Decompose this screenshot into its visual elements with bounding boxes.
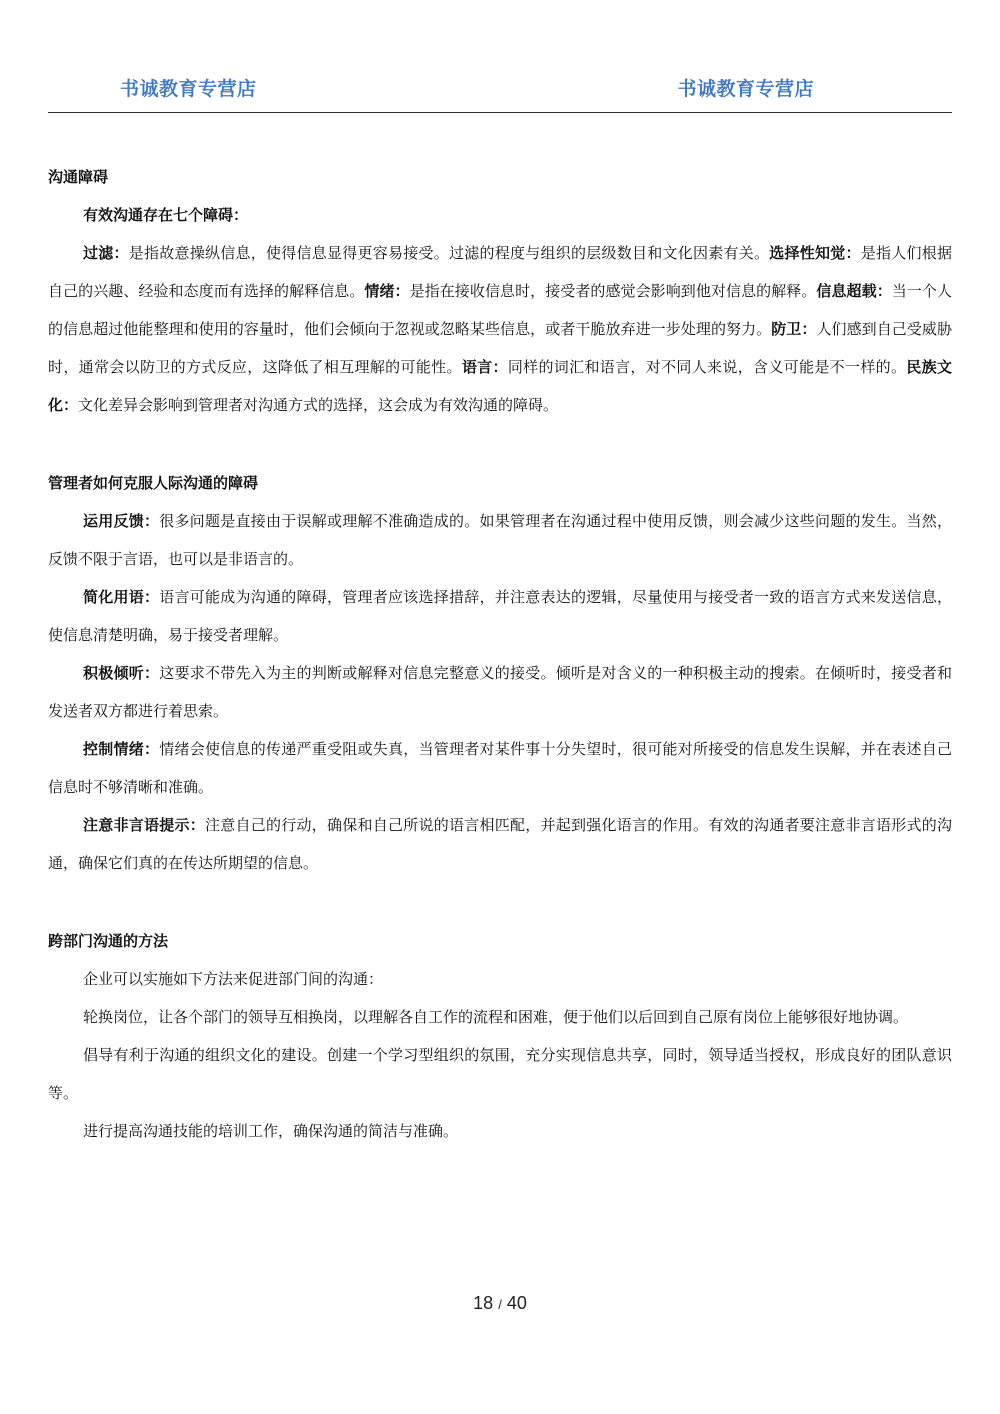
term-language: 语言： — [461, 358, 508, 376]
term-selective-perception: 选择性知觉： — [769, 244, 861, 262]
current-page: 18 — [473, 1293, 494, 1313]
header-left-title: 书诚教育专营店 — [120, 78, 257, 100]
overcoming-item-emotions — [48, 730, 952, 806]
cross-dept-paragraph-culture: 倡导有利于沟通的组织文化的建设。创建一个学习型组织的氛围，充分实现信息共享，同时，领导适当授权，形成良好的团队意识等。 — [48, 1046, 952, 1102]
desc-national-culture: 文化差异会影响到管理者对沟通方式的选择，这会成为有效沟通的障碍。 — [78, 396, 559, 414]
overcoming-item-simplify — [48, 578, 952, 654]
term-control-emotions: 控制情绪： — [83, 740, 160, 758]
desc-emotion: 是指在接收信息时，接受者的感觉会影响到他对信息的解释。 — [409, 282, 817, 300]
section-heading-cross-department: 跨部门沟通的方法 — [48, 932, 169, 950]
section-subheading-seven-barriers: 有效沟通存在七个障碍： — [83, 206, 249, 224]
desc-feedback: 很多问题是直接由于误解或理解不准确造成的。如果管理者在沟通过程中使用反馈，则会减少这些问题的发生。当然，反馈不限于言语，也可以是非语言的。 — [48, 512, 952, 568]
desc-selective-perception: 是指人们根据自己的兴趣、经验和态度而有选择的解释信息。 — [48, 244, 952, 300]
desc-defensiveness: 人们感到自己受威胁时，通常会以防卫的方式反应，这降低了相互理解的可能性。 — [48, 320, 952, 376]
term-filtering: 过滤： — [83, 244, 129, 262]
desc-information-overload: 当一个人的信息超过他能整理和使用的容量时，他们会倾向于忽视或忽略某些信息，或者干脆放弃进一步处理的努力。 — [48, 282, 952, 338]
desc-simplify-language: 语言可能成为沟通的障碍，管理者应该选择措辞，并注意表达的逻辑，尽量使用与接受者一致的语言方式来发送信息，使信息清楚明确，易于接受者理解。 — [48, 588, 952, 644]
desc-language: 同样的词汇和语言，对不同人来说，含义可能是不一样的。 — [507, 358, 907, 376]
overcoming-item-nonverbal — [48, 806, 952, 882]
cross-dept-paragraph-intro: 企业可以实施如下方法来促进部门间的沟通： — [83, 970, 384, 988]
page-separator: / — [498, 1297, 502, 1312]
cross-dept-paragraph-rotation: 轮换岗位，让各个部门的领导互相换岗，以理解各自工作的流程和困难，便于他们以后回到自己原有岗位上能够很好地协调。 — [83, 1008, 909, 1026]
section-heading-barriers: 沟通障碍 — [48, 168, 109, 186]
page-number — [0, 1293, 1000, 1314]
term-emotion: 情绪： — [364, 282, 410, 300]
term-information-overload: 信息超载： — [816, 282, 892, 300]
overcoming-item-listening — [48, 654, 952, 730]
term-active-listening: 积极倾听： — [83, 664, 160, 682]
header-right-title: 书诚教育专营店 — [677, 78, 814, 100]
desc-filtering: 是指故意操纵信息，使得信息显得更容易接受。过滤的程度与组织的层级数目和文化因素有关。 — [128, 244, 770, 262]
section-heading-overcoming: 管理者如何克服人际沟通的障碍 — [48, 474, 259, 492]
term-feedback: 运用反馈： — [83, 512, 160, 530]
desc-nonverbal-cues: 注意自己的行动，确保和自己所说的语言相匹配，并起到强化语言的作用。有效的沟通者要注意非言语形式的沟通，确保它们真的在传达所期望的信息。 — [48, 816, 952, 872]
cross-dept-paragraph-training: 进行提高沟通技能的培训工作，确保沟通的简洁与准确。 — [83, 1122, 459, 1140]
desc-active-listening: 这要求不带先入为主的判断或解释对信息完整意义的接受。倾听是对含义的一种积极主动的搜索。在倾听时，接受者和发送者双方都进行着思索。 — [48, 664, 952, 720]
term-defensiveness: 防卫： — [771, 320, 817, 338]
page-header — [48, 62, 952, 113]
barriers-paragraph — [48, 234, 952, 424]
desc-control-emotions: 情绪会使信息的传递严重受阻或失真，当管理者对某件事十分失望时，很可能对所接受的信息发生误解，并在表述自己信息时不够清晰和准确。 — [48, 740, 952, 796]
term-national-culture: 民族文化： — [48, 358, 952, 414]
overcoming-item-feedback — [48, 502, 952, 578]
term-simplify-language: 简化用语： — [83, 588, 160, 606]
term-nonverbal-cues: 注意非言语提示： — [83, 816, 205, 834]
document-body — [48, 158, 952, 1150]
total-pages: 40 — [506, 1293, 527, 1313]
